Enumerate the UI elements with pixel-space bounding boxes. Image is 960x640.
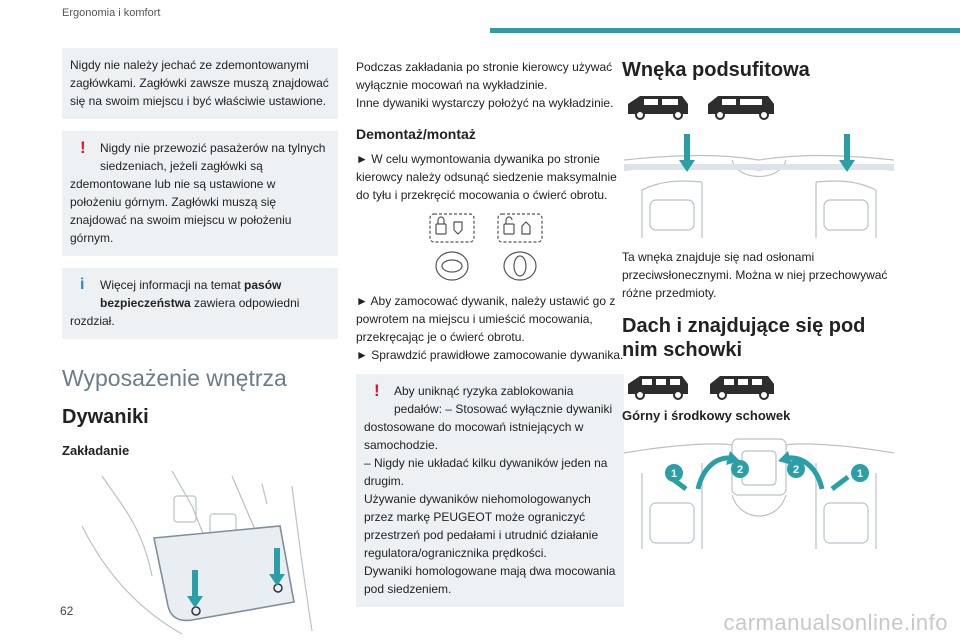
step-2: ► Aby zamocować dywanik, należy ustawić go z powrotem na miejscu i umieścić mocowania, przekręcając je o ćwierć obrotu. [356,294,616,344]
intro-line-2: Inne dywaniki wystarczy położyć na wykładzinie. [356,96,614,110]
callout-1-right-label: 1 [856,468,864,480]
heading-wneka: Wnęka podsufitowa [622,59,810,81]
section-title: Wyposażenie wnętrza [62,365,287,391]
pedal-warning-line-4: Dywaniki homologowane mają dwa mocowania pod siedzeniem. [364,564,616,596]
page-number: 62 [60,604,74,618]
watermark: carmanualsonline.info [723,610,948,635]
pedal-warning-first: Aby uniknąć ryzyka zablokowania pedałów: – Stosować wyłącznie dywaniki [394,384,613,416]
callout-2-left-label: 2 [736,464,744,476]
info-note-link[interactable]: pasów bezpieczeństwa [100,278,282,310]
warning-icon: ! [80,138,86,157]
floor-mat-illustration [62,466,332,636]
vehicle-icons-1 [622,92,782,122]
heading-dywaniki: Dywaniki [62,406,149,428]
overhead-recess-illustration [622,130,896,238]
warning-note-first: Nigdy nie przewozić pasażerów na tylnych siedzeniach, jeżeli zagłówki są [100,141,326,173]
subheading-zakladanie: Zakładanie [62,443,130,458]
intro-line-1: Podczas zakładania po stronie kierowcy używać wyłącznie mocowań na wykładzinie. [356,60,613,92]
step-3: ► Sprawdzić prawidłowe zamocowanie dywanika. [356,348,624,362]
callout-2-right-label: 2 [792,464,800,476]
pedal-warning-line-1: dostosowane do mocowań istniejących w samochodzie. [364,420,584,452]
info-note [62,268,338,339]
pedal-warning-line-3: Używanie dywaników niehomologowanych przez markę PEUGEOT może ograniczyć przestrzeń pod pedałami i utrudnić działanie regulatora/ogranicznika prędkości. [364,492,599,560]
recess-text: Ta wnęka znajduje się nad osłonami przeciwsłonecznymi. Można w niej przechowywać różne przedmioty. [622,250,888,300]
vehicle-icons-2 [622,372,782,400]
column-left [62,48,338,636]
header-title: Ergonomia i komfort [62,7,161,19]
header-accent-bar [490,28,960,33]
info-note-first [70,276,330,312]
plain-note-text: Nigdy nie należy jechać ze zdemontowanymi zagłówkami. Zagłówki zawsze muszą znajdować się na swoim miejscu i być właściwie ustawione. [70,58,329,108]
column-middle [356,58,624,619]
warning-note [62,131,338,256]
info-note-post: zawiera odpowiedni [190,296,300,310]
heading-dach: Dach i znajdujące się pod nim schowki [622,315,866,361]
info-icon: i [80,276,85,293]
subheading-demontaz: Demontaż/montaż [356,126,476,142]
subheading-gorny: Górny i środkowy schowek [622,408,791,423]
warning-note-rest: zdemontowane lub nie są ustawione w położeniu górnym. Zagłówki muszą się znajdować na swoim miejscu w położeniu górnym. [70,177,292,245]
plain-note [62,48,338,119]
info-note-rest: rozdział. [70,314,115,328]
pedal-warning-line-2: – Nigdy nie układać kilku dywaników jeden na drugim. [364,456,608,488]
column-right [622,58,904,549]
warning-icon: ! [374,381,380,400]
fastener-illustration [356,212,624,286]
info-note-pre: Więcej informacji na temat [100,278,245,292]
step-1: ► W celu wymontowania dywanika po stronie kierowcy należy odsunąć siedzenie maksymalnie do tyłu i przekręcić mocowania o ćwierć obrotu. [356,152,617,202]
callout-1-left-label: 1 [670,468,678,480]
pedal-warning-note [356,374,624,607]
roof-storage-illustration [622,433,896,549]
